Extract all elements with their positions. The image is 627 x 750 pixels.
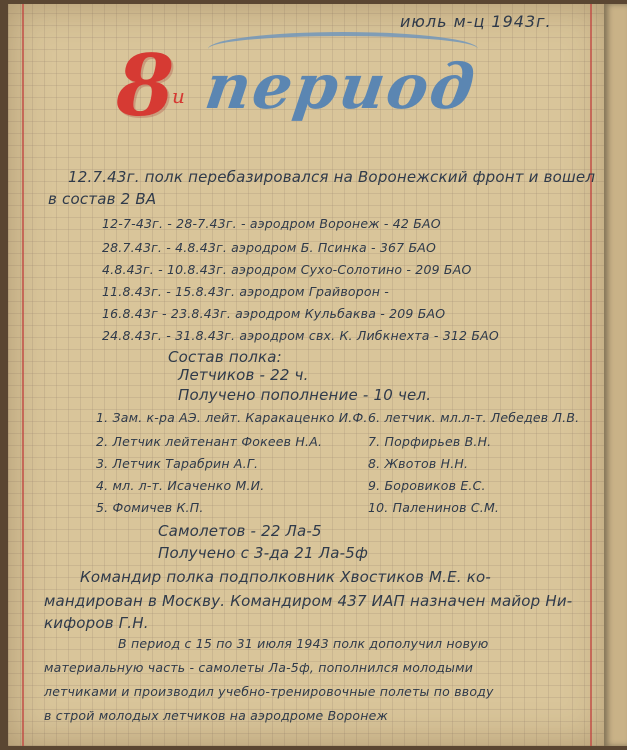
aircraft-count: Самолетов - 22 Ла-5 <box>158 522 322 540</box>
personnel-left: 1. Зам. к-ра АЭ. лейт. Каракаценко И.Ф. <box>96 410 368 425</box>
personnel-right: 9. Боровиков Е.С. <box>368 478 486 493</box>
personnel-right: 10. Паленинов С.М. <box>368 500 500 515</box>
airfield-row: 28.7.43г. - 4.8.43г. аэродром Б. Псинка - 367 БАО <box>102 240 437 255</box>
airfield-row: 24.8.43г. - 31.8.43г. аэродром свх. К. Либкнехта - 312 БАО <box>102 328 499 343</box>
personnel-left: 4. мл. л-т. Исаченко М.И. <box>96 478 265 493</box>
commander-line: мандирован в Москву. Командиром 437 ИАП назначен майор Ни- <box>44 592 573 610</box>
personnel-left: 3. Летчик Тарабрин А.Г. <box>96 456 259 471</box>
aircraft-received: Получено с 3-да 21 Ла-5ф <box>158 544 368 562</box>
next-page-edge <box>604 4 627 746</box>
personnel-right: 7. Порфирьев В.Н. <box>368 434 492 449</box>
airfield-row: 11.8.43г. - 15.8.43г. аэродром Грайворон - <box>102 284 390 299</box>
personnel-left: 5. Фомичев К.П. <box>96 500 204 515</box>
left-margin-line <box>22 4 24 746</box>
summary-line: материальную часть - самолеты Ла-5ф, пополнился молодыми <box>44 660 474 675</box>
summary-line: в строй молодых летчиков на аэродроме Воронеж <box>44 708 388 723</box>
commander-line: кифоров Г.Н. <box>44 614 149 632</box>
personnel-right: 8. Жвотов Н.Н. <box>368 456 469 471</box>
composition-heading: Состав полка: <box>168 348 282 366</box>
pilots-count: Летчиков - 22 ч. <box>178 366 309 384</box>
personnel-left: 2. Летчик лейтенант Фокеев Н.А. <box>96 434 323 449</box>
airfield-row: 12-7-43г. - 28-7.43г. - аэродром Воронеж - 42 БАО <box>102 216 441 231</box>
intro-line-2: в состав 2 ВА <box>48 190 157 208</box>
airfield-row: 16.8.43г - 23.8.43г. аэродром Кульбаква - 209 БАО <box>102 306 446 321</box>
airfield-row: 4.8.43г. - 10.8.43г. аэродром Сухо-Солотино - 209 БАО <box>102 262 472 277</box>
personnel-right: 6. летчик. мл.л-т. Лебедев Л.В. <box>368 410 580 425</box>
replenishment: Получено пополнение - 10 чел. <box>178 386 432 404</box>
right-margin-line <box>590 4 592 746</box>
period-number: 8 <box>116 36 175 135</box>
period-conjunction: и <box>172 84 185 108</box>
summary-line: летчиками и производил учебно-тренировочные полеты по вводу <box>44 684 494 699</box>
summary-line: В период с 15 по 31 июля 1943 полк дополучил новую <box>118 636 489 651</box>
commander-line: Командир полка подполковник Хвостиков М.Е. ко- <box>80 568 491 586</box>
period-word: период <box>200 50 481 123</box>
date-header: июль м-ц 1943г. <box>400 12 552 31</box>
intro-line-1: 12.7.43г. полк перебазировался на Воронежский фронт и вошел <box>68 168 596 186</box>
notebook-page <box>8 4 608 746</box>
